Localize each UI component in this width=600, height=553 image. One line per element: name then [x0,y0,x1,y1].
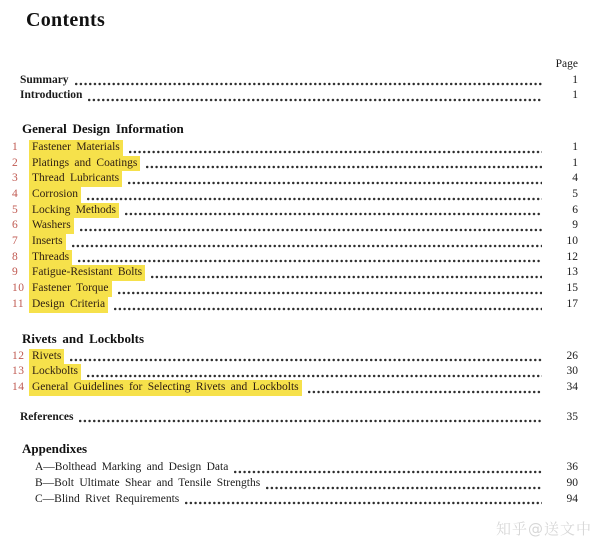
row-page-number: 1 [572,89,578,102]
appendixes-heading: Appendixes [22,441,88,457]
row-label: A—Bolthead Marking and Design Data [35,461,229,474]
section-rivets-and-lockbolts-rows [12,349,578,396]
front-entry-row [20,88,578,104]
row-label: Introduction [20,89,83,102]
toc-item-row [12,380,578,396]
references-page-number: 35 [566,410,578,423]
contents-page [0,8,600,553]
dot-leader [118,291,542,295]
row-number: 3 [12,172,19,185]
toc-item-row [12,250,578,266]
row-number: 11 [12,297,25,310]
toc-item-row [12,187,578,203]
zhihu-watermark: 知乎@送文中 [495,520,592,538]
row-page-number: 6 [572,203,578,216]
row-page-number: 4 [572,172,578,185]
front-entries [12,73,578,104]
dot-leader [125,212,542,216]
row-label: Thread Lubricants [29,171,122,187]
row-number: 5 [12,203,19,216]
appendix-rows [12,460,578,507]
row-page-number: 26 [566,349,578,362]
section-heading-rivets-and-lockbolts: Rivets and Lockbolts [22,330,145,346]
dot-leader [128,181,542,185]
dot-leader [146,165,542,169]
row-label: Fastener Torque [29,281,112,297]
row-page-number: 34 [566,380,578,393]
row-number: 10 [12,282,25,295]
dot-leader [87,197,542,201]
row-label: C—Blind Rivet Requirements [35,492,180,505]
dot-leader [79,419,542,423]
dot-leader [266,486,542,490]
row-number: 2 [12,156,19,169]
row-page-number: 13 [566,266,578,279]
row-number: 7 [12,235,19,248]
row-label: Fatigue-Resistant Bolts [29,265,145,281]
row-label: Inserts [29,234,66,250]
toc-item-row [12,171,578,187]
references-label: References [20,410,74,423]
toc-item-row [12,265,578,281]
dot-leader [78,259,542,263]
row-number: 13 [12,365,25,378]
row-label: Lockbolts [29,364,81,380]
row-page-number: 94 [566,492,578,505]
toc-item-row [12,234,578,250]
dot-leader [308,390,542,394]
toc-item-row [12,349,578,365]
dot-leader [80,228,542,232]
row-number: 8 [12,250,19,263]
dot-leader [75,82,542,86]
dot-leader [185,501,542,505]
section-heading-general-design-information: General Design Information [22,120,184,136]
toc-item-row [12,203,578,219]
row-label: Fastener Materials [29,140,123,156]
row-number: 9 [12,266,19,279]
row-page-number: 1 [572,73,578,86]
row-label: Locking Methods [29,203,119,219]
toc-item-row [12,364,578,380]
section-general-design-information-rows [12,140,578,313]
dot-leader [234,470,542,474]
row-label: B—Bolt Ultimate Shear and Tensile Strengths [35,476,261,489]
references-row [20,410,578,426]
appendix-row [35,460,578,476]
row-page-number: 17 [566,297,578,310]
row-label: Platings and Coatings [29,156,140,172]
row-page-number: 9 [572,219,578,232]
row-page-number: 90 [566,476,578,489]
toc-item-row [12,218,578,234]
row-label: Washers [29,218,74,234]
row-label: Corrosion [29,187,81,203]
front-entry-row [20,73,578,89]
row-label: Rivets [29,349,64,365]
row-page-number: 5 [572,188,578,201]
dot-leader [114,307,542,311]
row-page-number: 36 [566,461,578,474]
page-column-label: Page [555,58,578,70]
row-number: 6 [12,219,19,232]
row-page-number: 1 [572,156,578,169]
row-page-number: 12 [566,250,578,263]
dot-leader [151,275,542,279]
row-page-number: 30 [566,365,578,378]
page-title: Contents [26,9,106,31]
row-page-number: 1 [572,140,578,153]
toc-item-row [12,140,578,156]
row-number: 12 [12,349,25,362]
dot-leader [72,244,542,248]
dot-leader [129,150,542,154]
row-number: 14 [12,380,25,393]
row-label: Summary [20,73,69,86]
appendix-row [35,476,578,492]
toc-item-row [12,281,578,297]
dot-leader [70,358,542,362]
row-label: General Guidelines for Selecting Rivets and Lockbolts [29,380,302,396]
row-page-number: 10 [566,235,578,248]
toc-item-row [12,297,578,313]
dot-leader [88,98,542,102]
dot-leader [87,374,542,378]
row-page-number: 15 [566,282,578,295]
row-label: Threads [29,250,72,266]
row-label: Design Criteria [29,297,108,313]
row-number: 1 [12,140,19,153]
toc-item-row [12,156,578,172]
appendix-row [35,492,578,508]
row-number: 4 [12,188,19,201]
